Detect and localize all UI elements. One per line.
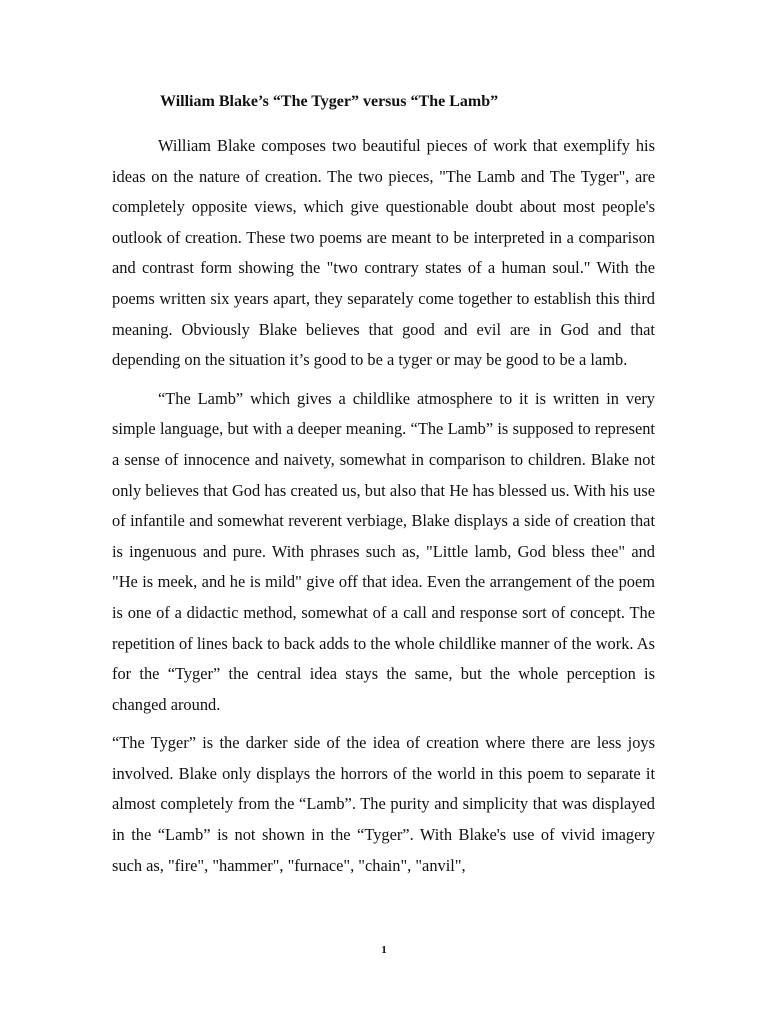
essay-body [112, 131, 655, 889]
paragraph-3: “The Tyger” is the darker side of the idea of creation where there are less joys involved. Blake only displays the horrors of the world in this poem to separate it almost completely from the “Lamb”. The purity and simplicity that was displayed in the “Lamb” is not shown in the “Tyger”. With Blake's use of vivid imagery such as, "fire", "hammer", "furnace", "chain", "anvil", [112, 733, 655, 875]
essay-title: William Blake’s “The Tyger” versus “The Lamb” [160, 93, 499, 110]
paragraph-2: “The Lamb” which gives a childlike atmosphere to it is written in very simple language, but with a deeper meaning. “The Lamb” is supposed to represent a sense of innocence and naivety, somewhat in comparison to children. Blake not only believes that God has created us, but also that He has blessed us. With his use of infantile and somewhat reverent verbiage, Blake displays a side of creation that is ingenuous and pure. With phrases such as, "Little lamb, God bless thee" and "He is meek, and he is mild" give off that idea. Even the arrangement of the poem is one of a didactic method, somewhat of a call and response sort of concept. The repetition of lines back to back adds to the whole childlike manner of the work. As for the “Tyger” the central idea stays the same, but the whole perception is changed around. [112, 388, 655, 714]
page-number: 1 [381, 944, 387, 956]
paragraph-1: William Blake composes two beautiful pieces of work that exemplify his ideas on the nature of creation. The two pieces, "The Lamb and The Tyger", are completely opposite views, which give questionable doubt about most people's outlook of creation. These two poems are meant to be interpreted in a comparison and contrast form showing the "two contrary states of a human soul." With the poems written six years apart, they separately come together to establish this third meaning. Obviously Blake believes that good and evil are in God and that depending on the situation it’s good to be a tyger or may be good to be a lamb. [112, 136, 655, 370]
